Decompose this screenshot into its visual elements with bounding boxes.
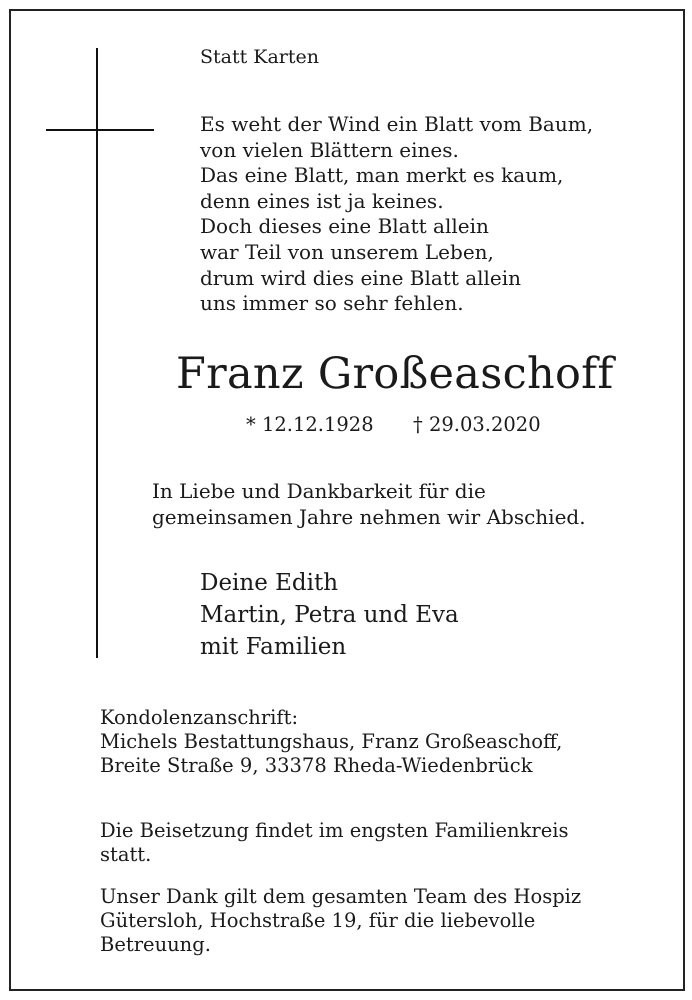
farewell-text: In Liebe und Dankbarkeit für die gemeinsamen Jahre nehmen wir Abschied. <box>152 479 586 529</box>
thanks-note: Unser Dank gilt dem gesamten Team des Hospiz Gütersloh, Hochstraße 19, für die liebevolle Betreuung. <box>100 885 582 956</box>
mourners-list: Deine Edith Martin, Petra und Eva mit Familien <box>200 570 459 660</box>
death-date: † 29.03.2020 <box>413 413 541 436</box>
poem: Es weht der Wind ein Blatt vom Baum, von vielen Blättern eines. Das eine Blatt, man merkt es kaum, denn eines ist ja keines. Doch dieses eine Blatt allein war Teil von unserem Leben, drum wird dies eine Blatt allein uns immer so sehr fehlen. <box>200 112 594 316</box>
burial-note: Die Beisetzung findet im engsten Familienkreis statt. <box>100 819 569 866</box>
cross-vertical-beam <box>96 48 98 658</box>
birth-date: * 12.12.1928 <box>246 413 374 436</box>
condolence-address: Kondolenzanschrift: Michels Bestattungshaus, Franz Großeaschoff, Breite Straße 9, 33378 Rheda-Wiedenbrück <box>100 706 563 777</box>
cross-horizontal-beam <box>46 129 154 131</box>
header-statt-karten: Statt Karten <box>200 46 320 68</box>
deceased-name: Franz Großeaschoff <box>176 349 614 399</box>
